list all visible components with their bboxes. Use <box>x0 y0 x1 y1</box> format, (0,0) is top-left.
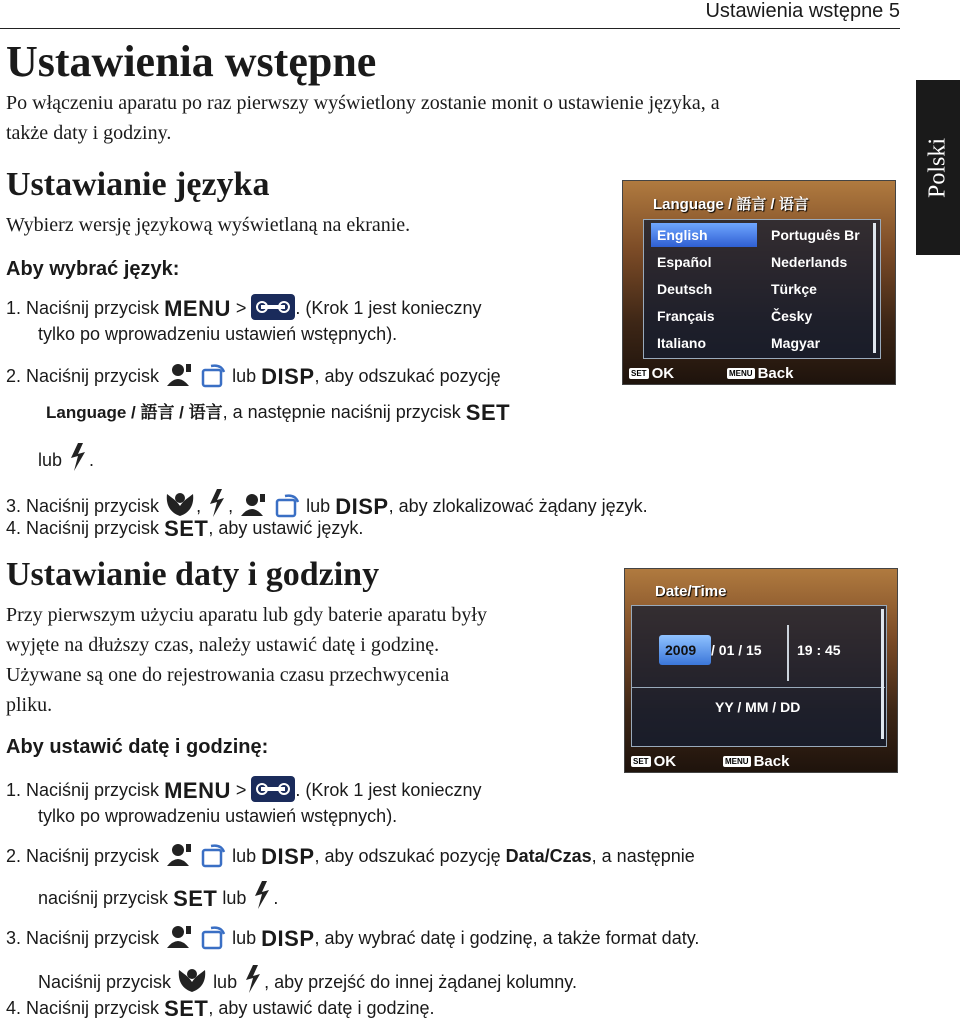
flash-icon <box>251 880 273 915</box>
rotate-icon <box>199 842 227 873</box>
face-icon <box>164 842 194 873</box>
face-icon <box>164 924 194 955</box>
dt-step-1-cont: tylko po wprowadzeniu ustawień wstępnych). <box>38 806 398 826</box>
language-subheading: Aby wybrać język: <box>6 258 180 280</box>
language-option[interactable]: Magyar <box>771 335 821 351</box>
setup-icon <box>251 294 295 320</box>
language-option[interactable]: Türkçe <box>771 281 817 297</box>
divider <box>787 625 789 681</box>
flash-icon <box>67 442 89 477</box>
intro-line-1: Po włączeniu aparatu po raz pierwszy wyświetlony zostanie monit o ustawienie języka, a <box>6 92 720 114</box>
dt-step-3: 3. Naciśnij przycisk lub DISP, aby wybrać datę i godzinę, a także format daty. <box>6 924 699 955</box>
datetime-screen <box>624 568 898 773</box>
datetime-para-1: Przy pierwszym użyciu aparatu lub gdy baterie aparatu były <box>6 604 487 626</box>
language-option[interactable]: Português Br <box>771 227 860 243</box>
set-key: SET <box>465 400 511 425</box>
datetime-para-2: wyjęte na dłuższy czas, należy ustawić datę i godzinę. <box>6 634 440 656</box>
disp-key: DISP <box>261 364 315 389</box>
dt-step-2: 2. Naciśnij przycisk lub DISP, aby odszukać pozycję Data/Czas, a następnie <box>6 842 695 873</box>
language-tab <box>916 80 960 255</box>
lang-step-2-cont: Language / 語言 / 语言, a następnie naciśnij przycisk SET <box>46 400 511 425</box>
scrollbar[interactable] <box>881 609 884 739</box>
language-item-label: Language / 語言 / 语言 <box>46 403 223 422</box>
language-option[interactable]: Česky <box>771 308 813 324</box>
back-button[interactable]: MENU Back <box>729 365 794 382</box>
datetime-screen-title: Date/Time <box>655 583 727 600</box>
disp-key: DISP <box>335 494 389 519</box>
datetime-heading: Ustawianie daty i godziny <box>6 556 380 593</box>
lang-step-3: 3. Naciśnij przycisk , , lub DISP, aby zlokalizować żądany język. <box>6 488 648 523</box>
language-option[interactable]: Français <box>657 308 715 324</box>
menu-key: MENU <box>164 778 231 803</box>
dt-step-3-cont: Naciśnij przycisk lub , aby przejść do innej żądanej kolumny. <box>38 964 577 999</box>
flash-icon <box>242 964 264 999</box>
lang-step-2: 2. Naciśnij przycisk lub DISP, aby odszukać pozycję <box>6 362 501 393</box>
rotate-icon <box>199 924 227 955</box>
datetime-subheading: Aby ustawić datę i godzinę: <box>6 736 269 758</box>
datetime-para-3: Używane są one do rejestrowania czasu przechwycenia <box>6 664 450 686</box>
header-text: Ustawienia wstępne 5 <box>705 0 900 22</box>
set-key: SET <box>164 996 209 1021</box>
dt-step-4: 4. Naciśnij przycisk SET, aby ustawić datę i godzinę. <box>6 996 435 1021</box>
page-title: Ustawienia wstępne <box>6 37 377 86</box>
datetime-panel <box>631 605 887 747</box>
set-key: SET <box>164 516 209 541</box>
language-screen <box>622 180 896 385</box>
ok-button[interactable]: SET OK <box>633 753 677 770</box>
time-value[interactable]: 19 : 45 <box>797 642 841 658</box>
lang-step-4: 4. Naciśnij przycisk SET, aby ustawić język. <box>6 516 364 541</box>
scrollbar[interactable] <box>873 223 876 353</box>
language-screen-title: Language / 語言 / 语言 <box>653 196 809 213</box>
macro-icon <box>176 966 208 999</box>
lang-step-1: 1. Naciśnij przycisk MENU > . (Krok 1 jest konieczny <box>6 296 482 321</box>
date-format[interactable]: YY / MM / DD <box>715 699 801 715</box>
date-value[interactable]: / 01 / 15 <box>711 642 762 658</box>
back-button[interactable]: MENU Back <box>725 753 790 770</box>
language-heading: Ustawianie języka <box>6 166 270 203</box>
menu-key: MENU <box>164 296 231 321</box>
page-header <box>0 0 900 29</box>
datetime-item-label: Data/Czas <box>505 846 592 866</box>
lang-step-2-cont2: lub . <box>38 442 94 477</box>
datetime-para-4: pliku. <box>6 694 53 716</box>
set-key: SET <box>173 886 218 911</box>
disp-key: DISP <box>261 844 315 869</box>
lang-step-1-cont: tylko po wprowadzeniu ustawień wstępnych). <box>38 324 398 344</box>
language-tab-label: Polski <box>924 137 951 198</box>
language-option[interactable]: Italiano <box>657 335 707 351</box>
language-option[interactable]: Deutsch <box>657 281 713 297</box>
disp-key: DISP <box>261 926 315 951</box>
language-option[interactable]: English <box>657 227 708 243</box>
language-option[interactable]: Español <box>657 254 712 270</box>
setup-icon <box>251 776 295 802</box>
intro-line-2: także daty i godziny. <box>6 122 172 144</box>
face-icon <box>164 362 194 393</box>
rotate-icon <box>199 362 227 393</box>
year-value: 2009 <box>665 642 697 658</box>
divider <box>631 687 885 688</box>
dt-step-2-cont: naciśnij przycisk SET lub . <box>38 880 278 915</box>
language-option[interactable]: Nederlands <box>771 254 848 270</box>
ok-button[interactable]: SET OK <box>631 365 675 382</box>
dt-step-1: 1. Naciśnij przycisk MENU > . (Krok 1 jest konieczny <box>6 778 482 803</box>
language-desc: Wybierz wersję językową wyświetlaną na ekranie. <box>6 214 411 236</box>
